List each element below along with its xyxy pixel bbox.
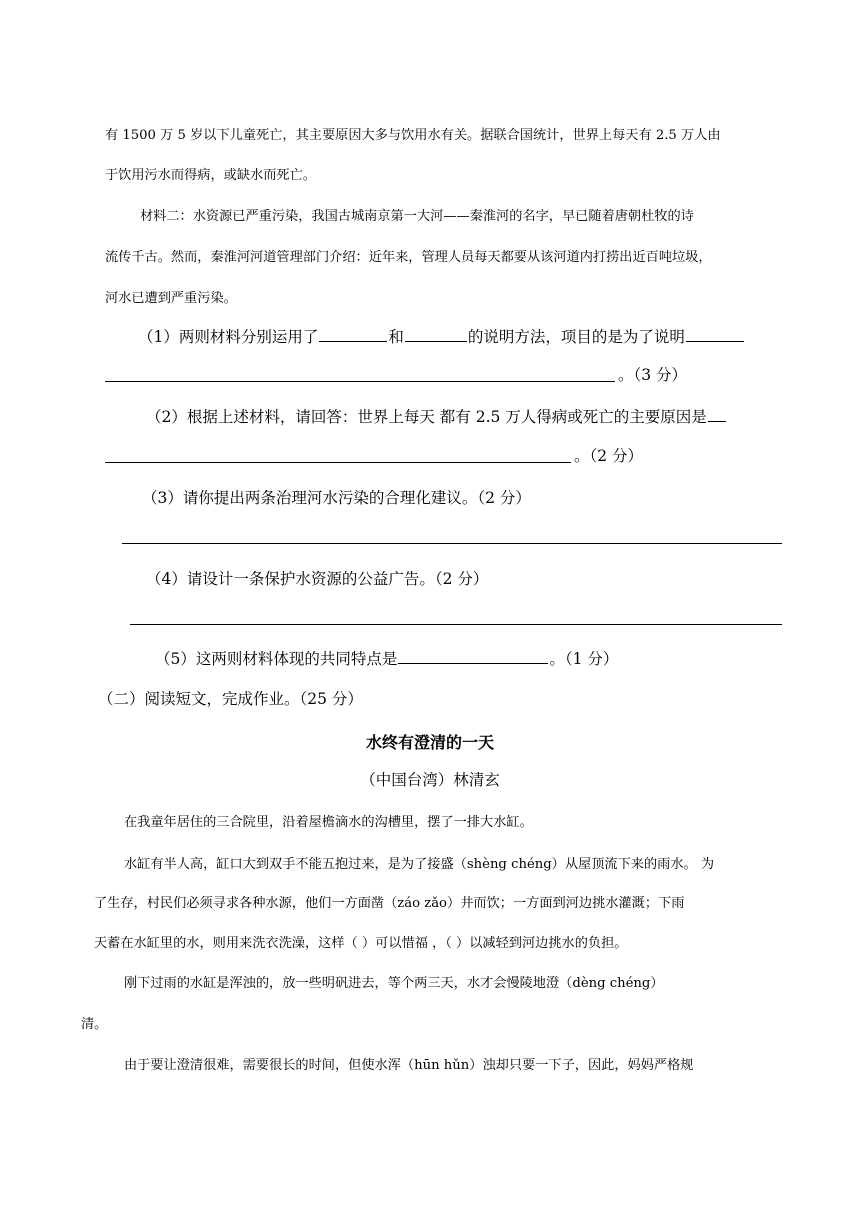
question-1-text-c: 的说明方法，项目的是为了说明 xyxy=(467,328,685,346)
question-4: （4）请设计一条保护水资源的公益广告。（2 分） xyxy=(146,570,489,588)
answer-blank-1c[interactable] xyxy=(686,326,744,343)
answer-blank-5[interactable] xyxy=(398,648,548,665)
material-one-line-1: 有 1500 万 5 岁以下儿童死亡，其主要原因大多与饮用水有关。据联合国统计，世界上每天有 2.5 万人由 xyxy=(105,128,721,143)
question-5-score: 。（1 分） xyxy=(549,650,619,668)
article-paragraph-2-line-1: 水缸有半人高，缸口大到双手不能五抱过来，是为了接盛（shèng chéng）从屋顶流下来的雨水。 为 xyxy=(124,857,715,872)
article-paragraph-3-line-2: 清。 xyxy=(81,1017,108,1032)
question-1-text-a: （1）两则材料分别运用了 xyxy=(138,328,319,346)
material-two-line-3: 河水已遭到严重污染。 xyxy=(105,291,237,306)
question-2 xyxy=(146,405,727,427)
article-paragraph-3-line-1: 刚下过雨的水缸是浑浊的，放一些明矾进去，等个两三天，水才会慢陵地澄（dèng chéng） xyxy=(124,976,664,991)
question-3: （3）请你提出两条治理河水污染的合理化建议。（2 分） xyxy=(142,489,531,507)
article-paragraph-1: 在我童年居住的三合院里，沿着屋檐滴水的沟槽里，摆了一排大水缸。 xyxy=(124,815,533,830)
article-title: 水终有澄清的一天 xyxy=(365,733,494,752)
answer-line-2[interactable] xyxy=(105,462,571,463)
question-2-text: （2）根据上述材料，请回答：世界上每天 都有 2.5 万人得病或死亡的主要原因是 xyxy=(146,408,707,426)
answer-blank-1b[interactable] xyxy=(405,326,467,343)
answer-line-3[interactable] xyxy=(122,543,782,544)
question-5 xyxy=(155,647,618,669)
answer-line-4[interactable] xyxy=(130,624,782,625)
answer-line-1[interactable] xyxy=(105,381,615,382)
question-2-score: 。（2 分） xyxy=(574,447,644,465)
material-two-line-2: 流传千古。然而，秦淮河河道管理部门介绍：近年来，管理人员每天都要从该河道内打捞出近百吨垃圾， xyxy=(105,250,712,265)
question-5-text: （5）这两则材料体现的共同特点是 xyxy=(155,650,398,668)
answer-blank-2a[interactable] xyxy=(708,406,726,423)
article-author: （中国台湾）林清玄 xyxy=(360,771,500,789)
question-1-text-b: 和 xyxy=(388,328,404,346)
answer-blank-1a[interactable] xyxy=(319,326,387,343)
question-1 xyxy=(138,325,745,347)
article-paragraph-2-line-3: 天蓄在水缸里的水，则用来洗衣洗澡，这样（ ）可以惜福 ，（ ）以减轻到河边挑水的负担。 xyxy=(94,936,628,951)
material-one-line-2: 于饮用污水而得病，或缺水而死亡。 xyxy=(105,168,316,183)
article-paragraph-4-line-1: 由于要让澄清很难，需要很长的时间，但使水浑（hūn hǔn）浊却只要一下子，因此，妈妈严格规 xyxy=(124,1058,694,1073)
question-1-score: 。（3 分） xyxy=(618,366,688,384)
material-two-line-1: 材料二：水资源已严重污染，我国古城南京第一大河——秦淮河的名字，早已随着唐朝杜牧的诗 xyxy=(140,209,694,224)
section-two-heading: （二）阅读短文，完成作业。（25 分） xyxy=(98,690,363,708)
article-paragraph-2-line-2: 了生存，村民们必须寻求各种水源，他们一方面凿（záo zǎo）井而饮；一方面到河边挑水灌溉；下雨 xyxy=(94,896,685,911)
